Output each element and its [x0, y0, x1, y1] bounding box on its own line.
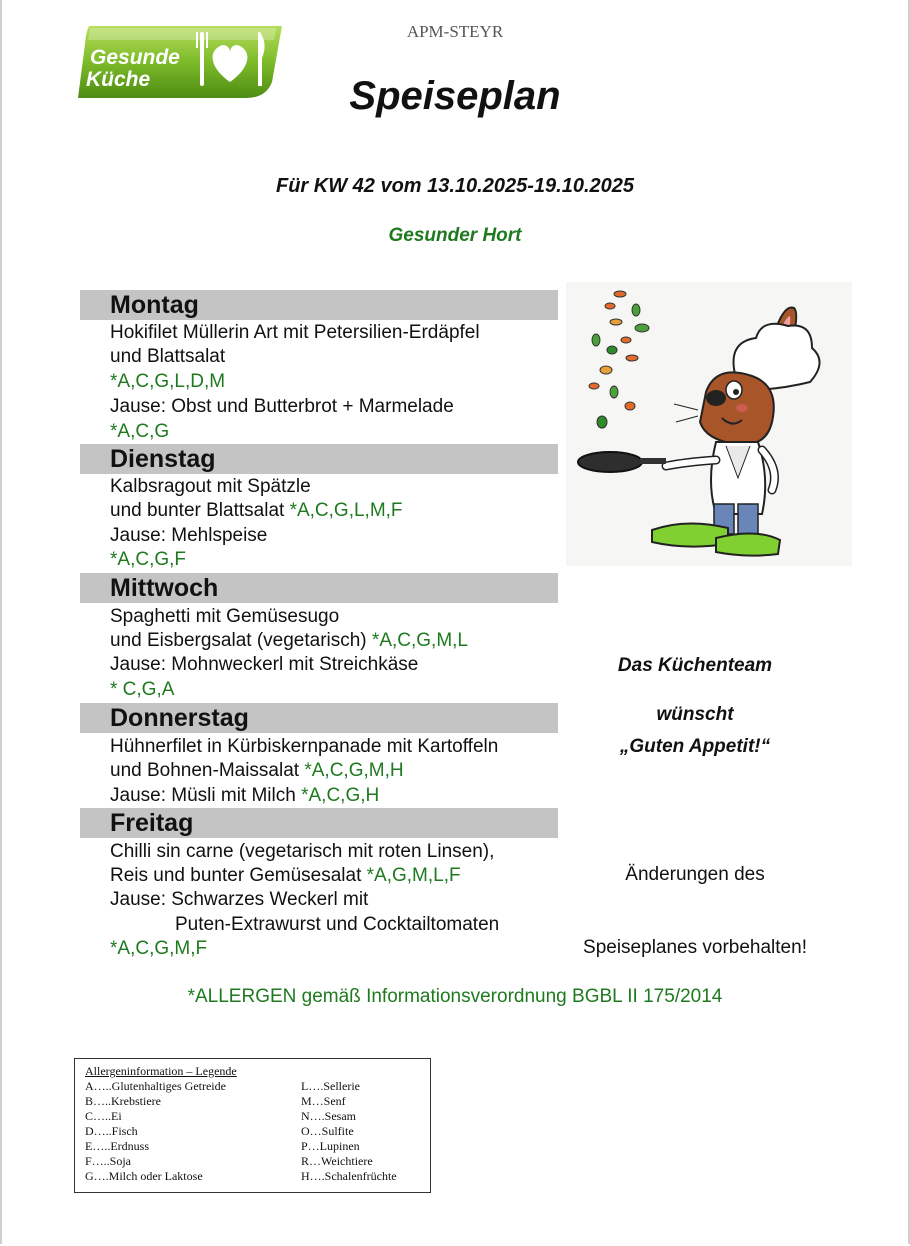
- menu-text: Jause: Mehlspeise: [110, 525, 268, 546]
- cartoon-rabbit-chef-with-pan-icon: [566, 282, 852, 566]
- day-title-dienstag: Dienstag: [110, 445, 216, 473]
- legend-entry: C…..Ei: [85, 1109, 122, 1123]
- menu-line: [110, 840, 494, 864]
- menu-line: [110, 499, 403, 523]
- legend-entry: L….Sellerie: [301, 1079, 360, 1093]
- menu-line: [110, 345, 225, 369]
- menu-text: Jause: Müsli mit Milch: [110, 785, 302, 806]
- menu-line: [110, 629, 468, 653]
- menu-line: [110, 524, 267, 548]
- menu-line: [110, 653, 418, 677]
- allergen-codes: * C,G,A: [110, 679, 175, 700]
- allergen-codes: *A,C,G,F: [110, 549, 187, 570]
- menu-text: Jause: Mohnweckerl mit Streichkäse: [110, 654, 419, 675]
- allergen-legend: [74, 1058, 431, 1193]
- menu-line: [175, 913, 499, 937]
- team-greeting-line1: Das Küchenteam: [617, 655, 773, 676]
- logo-text-line2: Küche: [86, 68, 151, 91]
- legend-entry: P…Lupinen: [301, 1139, 360, 1153]
- menu-text: und Bohnen-Maissalat: [110, 760, 305, 781]
- menu-text: und Blattsalat: [110, 346, 226, 367]
- menu-text: Kalbsragout mit Spätzle: [110, 476, 311, 497]
- day-title-freitag: Freitag: [110, 809, 194, 837]
- menu-text: und bunter Blattsalat: [110, 500, 290, 521]
- menu-line: [110, 784, 379, 808]
- legend-entry: D…..Fisch: [85, 1124, 138, 1138]
- menu-text: Jause: Schwarzes Weckerl mit: [110, 889, 369, 910]
- menu-text: Spaghetti mit Gemüsesugo: [110, 606, 340, 627]
- legend-entry: E…..Erdnuss: [85, 1139, 149, 1153]
- legend-entry: A…..Glutenhaltiges Getreide: [85, 1079, 226, 1093]
- allergen-codes: *A,G,M,L,F: [366, 865, 461, 886]
- menu-line: [110, 888, 368, 912]
- menu-line: [110, 321, 480, 345]
- menu-subtitle: Gesunder Hort: [388, 225, 522, 246]
- legend-entry: R…Weichtiere: [301, 1154, 373, 1168]
- menu-text: Hokifilet Müllerin Art mit Petersilien-Erdäpfel: [110, 322, 480, 343]
- legend-entry: F…..Soja: [85, 1154, 132, 1168]
- allergen-regulation-note: *ALLERGEN gemäß Informationsverordnung BGBL II 175/2014: [187, 986, 723, 1007]
- day-title-donnerstag: Donnerstag: [110, 704, 249, 732]
- day-title-mittwoch: Mittwoch: [110, 574, 219, 602]
- legend-entry: G….Milch oder Laktose: [85, 1169, 203, 1183]
- menu-line: [110, 759, 404, 783]
- allergen-codes: *A,C,G,L,M,F: [289, 500, 403, 521]
- legend-entry: B…..Krebstiere: [85, 1094, 161, 1108]
- organization-name: APM-STEYR: [406, 22, 504, 41]
- menu-line: [110, 937, 207, 961]
- legend-entry: O…Sulfite: [301, 1124, 354, 1138]
- team-greeting-line2: wünscht: [656, 704, 734, 725]
- allergen-codes: *A,C,G,M,L: [371, 630, 468, 651]
- legend-entry: M…Senf: [301, 1094, 346, 1108]
- allergen-codes: *A,C,G: [110, 421, 170, 442]
- menu-text: und Eisbergsalat (vegetarisch): [110, 630, 372, 651]
- menu-text: Jause: Obst und Butterbrot + Marmelade: [110, 396, 454, 417]
- menu-line: [110, 735, 498, 759]
- menu-text: Chilli sin carne (vegetarisch mit roten Linsen),: [110, 841, 495, 862]
- menu-line: [110, 864, 461, 888]
- day-title-montag: Montag: [110, 291, 199, 319]
- allergen-codes: *A,C,G,M,H: [304, 760, 404, 781]
- changes-note-line1: Änderungen des: [625, 864, 765, 885]
- menu-text: Hühnerfilet in Kürbiskernpanade mit Kartoffeln: [110, 736, 499, 757]
- menu-line: [110, 548, 186, 572]
- allergen-codes: *A,C,G,L,D,M: [110, 371, 226, 392]
- menu-text: Puten-Extrawurst und Cocktailtomaten: [175, 914, 500, 935]
- menu-line: [110, 605, 339, 629]
- legend-entry: H….Schalenfrüchte: [301, 1169, 397, 1183]
- week-range: Für KW 42 vom 13.10.2025-19.10.2025: [276, 175, 634, 197]
- legend-entry: N….Sesam: [301, 1109, 356, 1123]
- allergen-codes: *A,C,G,M,F: [110, 938, 208, 959]
- team-greeting-line3: „Guten Appetit!“: [619, 736, 771, 757]
- menu-line: [110, 475, 311, 499]
- logo-text-line1: Gesunde: [90, 46, 180, 69]
- menu-text: Reis und bunter Gemüsesalat: [110, 865, 367, 886]
- menu-line: [110, 420, 169, 444]
- page-title: Speiseplan: [349, 74, 561, 118]
- menu-line: [110, 370, 225, 394]
- changes-note-line2: Speiseplanes vorbehalten!: [583, 937, 807, 958]
- legend-title: Allergeninformation – Legende: [85, 1064, 237, 1078]
- menu-line: [110, 395, 454, 419]
- menu-line: [110, 678, 174, 702]
- allergen-codes: *A,C,G,H: [301, 785, 380, 806]
